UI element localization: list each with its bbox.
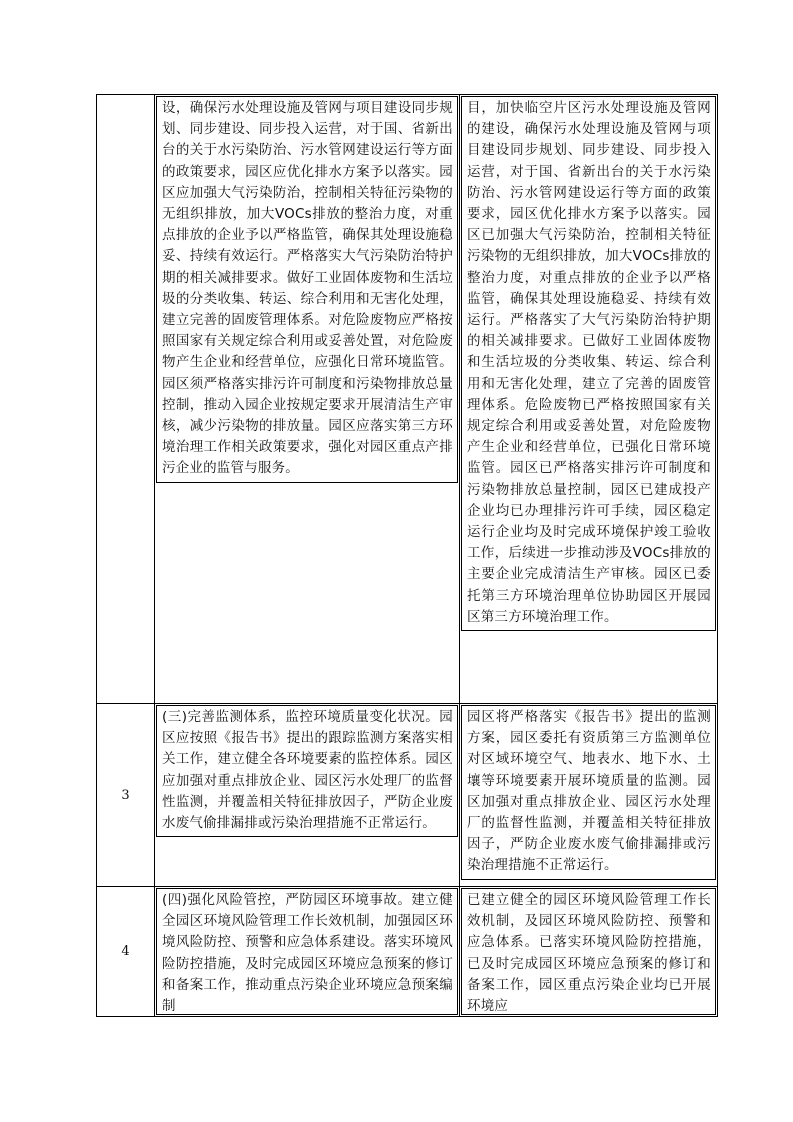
table-row <box>97 887 718 1017</box>
requirement-text: 设，确保污水处理设施及管网与项目建设同步规划、同步建设、同步投入运营，对于国、省新出台的关于水污染防治、污水管网建设运行等方面的政策要求，园区应优化排水方案予以落实。园区应加强大气污染防治，控制相关特征污染物的无组织排放，加大VOCs排放的整治力度，对重点排放的企业予以严格监管，确保其处理设施稳妥、持续有效运行。严格落实大气污染防治特护期的相关减排要求。做好工业固体废物和生活垃圾的分类收集、转运、综合利用和无害化处理，建立完善的固废管理体系。对危险废物应严格按照国家有关规定综合利用或妥善处置，对危险废物产生企业和经营单位，应强化日常环境监管。园区须严格落实排污许可制度和污染物排放总量控制，推动入园企业按规定要求开展清洁生产审核，减少污染物的排放量。园区应落实第三方环境治理工作相关政策要求，强化对园区重点产排污企业的监管与服务。 <box>156 96 458 483</box>
requirement-text: (三)完善监测体系，监控环境质量变化状况。园区应按照《报告书》提出的跟踪监测方案落实相关工作，建立健全各环境要素的监控体系。园区应加强对重点排放企业、园区污水处理厂的监督性监测，并覆盖相关特征排放因子，严防企业废水废气偷排漏排或污染治理措施不正常运行。 <box>156 705 458 837</box>
row-number <box>97 95 155 704</box>
requirement-cell <box>155 95 460 704</box>
table-row <box>97 95 718 704</box>
requirement-cell <box>155 704 460 887</box>
requirement-text: (四)强化风险管控，严防园区环境事故。建立健全园区环境风险管理工作长效机制，加强园区环境风险防控、预警和应急体系建设。落实环境风险防控措施，及时完成园区环境应急预案的修订和备案工作，推动重点污染企业环境应急预案编制 <box>156 888 458 1015</box>
implementation-cell <box>460 704 718 887</box>
row-number: 3 <box>97 704 155 887</box>
implementation-text: 目，加快临空片区污水处理设施及管网的建设，确保污水处理设施及管网与项目建设同步规划、同步建设、同步投入运营，对于国、省新出台的关于水污染防治、污水管网建设运行等方面的政策要求，园区优化排水方案予以落实。园区已加强大气污染防治，控制相关特征污染物的无组织排放，加大VOCs排放的整治力度，对重点排放的企业予以严格监管，确保其处理设施稳妥、持续有效运行。严格落实了大气污染防治特护期的相关减排要求。已做好工业固体废物和生活垃圾的分类收集、转运、综合利用和无害化处理，建立了完善的固废管理体系。危险废物已严格按照国家有关规定综合利用或妥善处置，对危险废物产生企业和经营单位，已强化日常环境监管。园区已严格落实排污许可制度和污染物排放总量控制，园区已建成投产企业均已办理排污许可手续，园区稳定运行企业均及时完成环境保护竣工验收工作，后续进一步推动涉及VOCs排放的主要企业完成清洁生产审核。园区已委托第三方环境治理单位协助园区开展园区第三方环境治理工作。 <box>461 96 716 631</box>
requirements-table <box>96 94 718 1017</box>
row-number: 4 <box>97 887 155 1017</box>
implementation-text: 园区将严格落实《报告书》提出的监测方案，园区委托有资质第三方监测单位对区域环境空气、地表水、地下水、土壤等环境要素开展环境质量的监测。园区加强对重点排放企业、园区污水处理厂的监督性监测，并覆盖相关特征排放因子，严防企业废水废气偷排漏排或污染治理措施不正常运行。 <box>461 705 716 880</box>
requirement-cell <box>155 887 460 1017</box>
implementation-text: 已建立健全的园区环境风险管理工作长效机制，及园区环境风险防控、预警和应急体系。已落实环境风险防控措施，已及时完成园区环境应急预案的修订和备案工作，园区重点污染企业均已开展环境应 <box>461 888 716 1015</box>
table-row <box>97 704 718 887</box>
implementation-cell <box>460 887 718 1017</box>
implementation-cell <box>460 95 718 704</box>
